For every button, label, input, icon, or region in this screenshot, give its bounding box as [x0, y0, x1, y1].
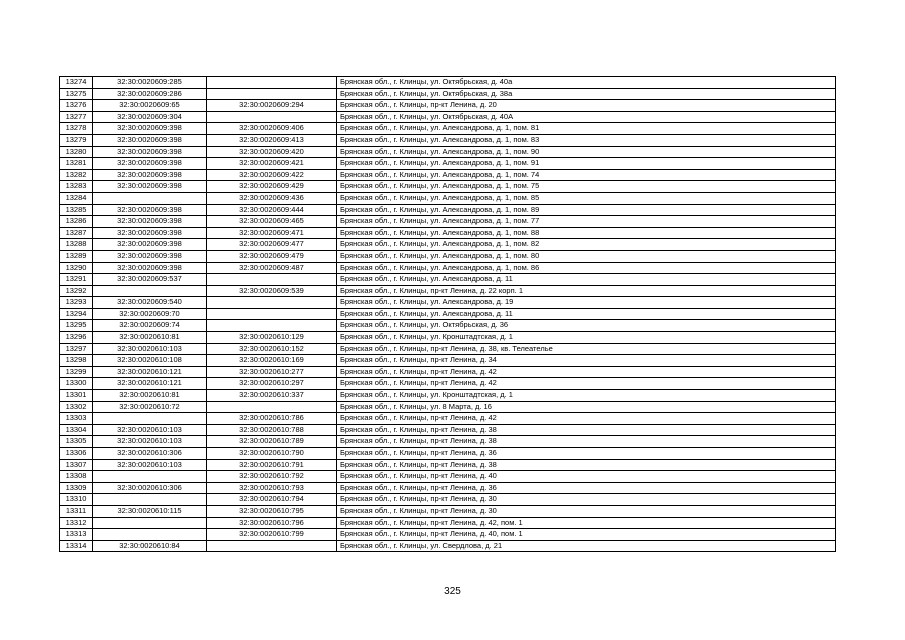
address-cell: Брянская обл., г. Клинцы, ул. Александрова, д. 1, пом. 88: [337, 227, 836, 239]
linked-cadastral-number-cell: 32:30:0020609:436: [207, 192, 337, 204]
linked-cadastral-number-cell: [207, 274, 337, 286]
table-row: [60, 459, 836, 471]
linked-cadastral-number-cell: [207, 88, 337, 100]
address-cell: Брянская обл., г. Клинцы, пр-кт Ленина, д. 40, пом. 1: [337, 529, 836, 541]
table-row: [60, 482, 836, 494]
cadastral-number-cell: 32:30:0020610:306: [93, 448, 207, 460]
table-row: [60, 169, 836, 181]
cadastral-number-cell: 32:30:0020609:286: [93, 88, 207, 100]
cadastral-number-cell: 32:30:0020609:398: [93, 181, 207, 193]
table-row: [60, 436, 836, 448]
table-row: [60, 401, 836, 413]
linked-cadastral-number-cell: 32:30:0020609:444: [207, 204, 337, 216]
row-number-cell: 13301: [60, 390, 93, 402]
linked-cadastral-number-cell: 32:30:0020609:465: [207, 216, 337, 228]
address-cell: Брянская обл., г. Клинцы, пр-кт Ленина, д. 38, кв. Телеателье: [337, 343, 836, 355]
linked-cadastral-number-cell: 32:30:0020610:790: [207, 448, 337, 460]
linked-cadastral-number-cell: 32:30:0020610:337: [207, 390, 337, 402]
table-row: [60, 111, 836, 123]
row-number-cell: 13288: [60, 239, 93, 251]
cadastral-number-cell: 32:30:0020610:72: [93, 401, 207, 413]
cadastral-number-cell: 32:30:0020610:103: [93, 436, 207, 448]
cadastral-number-cell: 32:30:0020609:398: [93, 262, 207, 274]
address-cell: Брянская обл., г. Клинцы, пр-кт Ленина, д. 38: [337, 459, 836, 471]
row-number-cell: 13285: [60, 204, 93, 216]
address-cell: Брянская обл., г. Клинцы, ул. Кронштадтская, д. 1: [337, 390, 836, 402]
row-number-cell: 13295: [60, 320, 93, 332]
linked-cadastral-number-cell: 32:30:0020610:793: [207, 482, 337, 494]
row-number-cell: 13293: [60, 297, 93, 309]
table-row: [60, 297, 836, 309]
address-cell: Брянская обл., г. Клинцы, ул. Октябрьская, д. 38а: [337, 88, 836, 100]
linked-cadastral-number-cell: 32:30:0020609:479: [207, 250, 337, 262]
address-cell: Брянская обл., г. Клинцы, ул. Октябрьская, д. 40а: [337, 77, 836, 89]
address-cell: Брянская обл., г. Клинцы, пр-кт Ленина, д. 42: [337, 413, 836, 425]
cadastral-number-cell: [93, 413, 207, 425]
linked-cadastral-number-cell: 32:30:0020610:791: [207, 459, 337, 471]
row-number-cell: 13277: [60, 111, 93, 123]
row-number-cell: 13290: [60, 262, 93, 274]
row-number-cell: 13297: [60, 343, 93, 355]
address-cell: Брянская обл., г. Клинцы, ул. Александрова, д. 1, пом. 80: [337, 250, 836, 262]
cadastral-number-cell: 32:30:0020610:103: [93, 459, 207, 471]
address-cell: Брянская обл., г. Клинцы, ул. Александрова, д. 1, пом. 86: [337, 262, 836, 274]
table-row: [60, 134, 836, 146]
table-row: [60, 505, 836, 517]
table-row: [60, 123, 836, 135]
cadastral-number-cell: 32:30:0020609:398: [93, 146, 207, 158]
row-number-cell: 13289: [60, 250, 93, 262]
linked-cadastral-number-cell: [207, 111, 337, 123]
cadastral-number-cell: 32:30:0020609:398: [93, 134, 207, 146]
table-row: [60, 181, 836, 193]
cadastral-number-cell: 32:30:0020609:537: [93, 274, 207, 286]
row-number-cell: 13287: [60, 227, 93, 239]
table-row: [60, 540, 836, 552]
linked-cadastral-number-cell: [207, 297, 337, 309]
cadastral-number-cell: [93, 529, 207, 541]
row-number-cell: 13274: [60, 77, 93, 89]
linked-cadastral-number-cell: 32:30:0020610:786: [207, 413, 337, 425]
registry-table-body: [60, 77, 836, 552]
table-row: [60, 320, 836, 332]
address-cell: Брянская обл., г. Клинцы, пр-кт Ленина, д. 38: [337, 436, 836, 448]
table-row: [60, 529, 836, 541]
row-number-cell: 13308: [60, 471, 93, 483]
table-row: [60, 471, 836, 483]
linked-cadastral-number-cell: 32:30:0020609:294: [207, 100, 337, 112]
row-number-cell: 13282: [60, 169, 93, 181]
registry-table: [59, 76, 836, 552]
cadastral-number-cell: 32:30:0020609:398: [93, 239, 207, 251]
linked-cadastral-number-cell: 32:30:0020609:477: [207, 239, 337, 251]
cadastral-number-cell: 32:30:0020609:398: [93, 123, 207, 135]
cadastral-number-cell: 32:30:0020610:103: [93, 343, 207, 355]
cadastral-number-cell: 32:30:0020609:65: [93, 100, 207, 112]
address-cell: Брянская обл., г. Клинцы, пр-кт Ленина, д. 22 корп. 1: [337, 285, 836, 297]
linked-cadastral-number-cell: 32:30:0020610:795: [207, 505, 337, 517]
row-number-cell: 13309: [60, 482, 93, 494]
row-number-cell: 13299: [60, 366, 93, 378]
table-row: [60, 250, 836, 262]
row-number-cell: 13286: [60, 216, 93, 228]
table-row: [60, 517, 836, 529]
address-cell: Брянская обл., г. Клинцы, ул. Александрова, д. 1, пом. 81: [337, 123, 836, 135]
table-row: [60, 158, 836, 170]
address-cell: Брянская обл., г. Клинцы, ул. Александрова, д. 1, пом. 89: [337, 204, 836, 216]
linked-cadastral-number-cell: 32:30:0020609:539: [207, 285, 337, 297]
address-cell: Брянская обл., г. Клинцы, ул. Александрова, д. 19: [337, 297, 836, 309]
row-number-cell: 13284: [60, 192, 93, 204]
address-cell: Брянская обл., г. Клинцы, ул. Александрова, д. 1, пом. 91: [337, 158, 836, 170]
address-cell: Брянская обл., г. Клинцы, пр-кт Ленина, д. 34: [337, 355, 836, 367]
table-row: [60, 366, 836, 378]
linked-cadastral-number-cell: [207, 77, 337, 89]
address-cell: Брянская обл., г. Клинцы, ул. Кронштадтская, д. 1: [337, 332, 836, 344]
linked-cadastral-number-cell: 32:30:0020609:413: [207, 134, 337, 146]
row-number-cell: 13305: [60, 436, 93, 448]
linked-cadastral-number-cell: 32:30:0020609:429: [207, 181, 337, 193]
cadastral-number-cell: 32:30:0020610:306: [93, 482, 207, 494]
row-number-cell: 13279: [60, 134, 93, 146]
linked-cadastral-number-cell: 32:30:0020610:297: [207, 378, 337, 390]
cadastral-number-cell: 32:30:0020609:540: [93, 297, 207, 309]
cadastral-number-cell: 32:30:0020609:398: [93, 250, 207, 262]
address-cell: Брянская обл., г. Клинцы, ул. Александрова, д. 1, пом. 85: [337, 192, 836, 204]
address-cell: Брянская обл., г. Клинцы, ул. 8 Марта, д. 16: [337, 401, 836, 413]
linked-cadastral-number-cell: 32:30:0020610:789: [207, 436, 337, 448]
cadastral-number-cell: [93, 517, 207, 529]
table-row: [60, 77, 836, 89]
linked-cadastral-number-cell: 32:30:0020609:471: [207, 227, 337, 239]
address-cell: Брянская обл., г. Клинцы, пр-кт Ленина, д. 20: [337, 100, 836, 112]
cadastral-number-cell: 32:30:0020609:74: [93, 320, 207, 332]
address-cell: Брянская обл., г. Клинцы, пр-кт Ленина, д. 38: [337, 424, 836, 436]
table-row: [60, 308, 836, 320]
row-number-cell: 13312: [60, 517, 93, 529]
linked-cadastral-number-cell: 32:30:0020609:406: [207, 123, 337, 135]
address-cell: Брянская обл., г. Клинцы, пр-кт Ленина, д. 30: [337, 494, 836, 506]
table-row: [60, 100, 836, 112]
cadastral-number-cell: 32:30:0020610:84: [93, 540, 207, 552]
row-number-cell: 13313: [60, 529, 93, 541]
table-row: [60, 285, 836, 297]
address-cell: Брянская обл., г. Клинцы, пр-кт Ленина, д. 42, пом. 1: [337, 517, 836, 529]
address-cell: Брянская обл., г. Клинцы, пр-кт Ленина, д. 42: [337, 366, 836, 378]
table-row: [60, 227, 836, 239]
cadastral-number-cell: 32:30:0020610:115: [93, 505, 207, 517]
cadastral-number-cell: 32:30:0020610:121: [93, 378, 207, 390]
row-number-cell: 13275: [60, 88, 93, 100]
row-number-cell: 13296: [60, 332, 93, 344]
cadastral-number-cell: [93, 494, 207, 506]
row-number-cell: 13304: [60, 424, 93, 436]
address-cell: Брянская обл., г. Клинцы, ул. Александрова, д. 1, пом. 83: [337, 134, 836, 146]
table-row: [60, 239, 836, 251]
table-row: [60, 424, 836, 436]
table-row: [60, 378, 836, 390]
linked-cadastral-number-cell: 32:30:0020610:152: [207, 343, 337, 355]
linked-cadastral-number-cell: [207, 401, 337, 413]
linked-cadastral-number-cell: 32:30:0020609:422: [207, 169, 337, 181]
address-cell: Брянская обл., г. Клинцы, ул. Александрова, д. 1, пом. 77: [337, 216, 836, 228]
address-cell: Брянская обл., г. Клинцы, ул. Александрова, д. 11: [337, 308, 836, 320]
address-cell: Брянская обл., г. Клинцы, ул. Александрова, д. 11: [337, 274, 836, 286]
row-number-cell: 13281: [60, 158, 93, 170]
cadastral-number-cell: [93, 192, 207, 204]
cadastral-number-cell: 32:30:0020610:108: [93, 355, 207, 367]
cadastral-number-cell: [93, 471, 207, 483]
cadastral-number-cell: 32:30:0020609:70: [93, 308, 207, 320]
address-cell: Брянская обл., г. Клинцы, ул. Александрова, д. 1, пом. 90: [337, 146, 836, 158]
table-row: [60, 343, 836, 355]
linked-cadastral-number-cell: 32:30:0020609:421: [207, 158, 337, 170]
cadastral-number-cell: 32:30:0020610:81: [93, 390, 207, 402]
table-row: [60, 274, 836, 286]
linked-cadastral-number-cell: 32:30:0020609:420: [207, 146, 337, 158]
address-cell: Брянская обл., г. Клинцы, ул. Александрова, д. 1, пом. 74: [337, 169, 836, 181]
row-number-cell: 13302: [60, 401, 93, 413]
row-number-cell: 13303: [60, 413, 93, 425]
table-row: [60, 448, 836, 460]
table-row: [60, 204, 836, 216]
cadastral-number-cell: 32:30:0020609:398: [93, 216, 207, 228]
row-number-cell: 13314: [60, 540, 93, 552]
table-row: [60, 146, 836, 158]
table-row: [60, 332, 836, 344]
address-cell: Брянская обл., г. Клинцы, ул. Свердлова, д. 21: [337, 540, 836, 552]
row-number-cell: 13310: [60, 494, 93, 506]
linked-cadastral-number-cell: 32:30:0020610:788: [207, 424, 337, 436]
row-number-cell: 13311: [60, 505, 93, 517]
linked-cadastral-number-cell: [207, 320, 337, 332]
row-number-cell: 13300: [60, 378, 93, 390]
address-cell: Брянская обл., г. Клинцы, пр-кт Ленина, д. 42: [337, 378, 836, 390]
row-number-cell: 13278: [60, 123, 93, 135]
table-row: [60, 390, 836, 402]
cadastral-number-cell: 32:30:0020610:103: [93, 424, 207, 436]
linked-cadastral-number-cell: 32:30:0020610:796: [207, 517, 337, 529]
address-cell: Брянская обл., г. Клинцы, пр-кт Ленина, д. 36: [337, 482, 836, 494]
cadastral-number-cell: 32:30:0020609:285: [93, 77, 207, 89]
cadastral-number-cell: 32:30:0020609:304: [93, 111, 207, 123]
address-cell: Брянская обл., г. Клинцы, ул. Октябрьская, д. 40А: [337, 111, 836, 123]
linked-cadastral-number-cell: 32:30:0020610:129: [207, 332, 337, 344]
row-number-cell: 13283: [60, 181, 93, 193]
cadastral-number-cell: 32:30:0020609:398: [93, 227, 207, 239]
linked-cadastral-number-cell: 32:30:0020610:792: [207, 471, 337, 483]
cadastral-number-cell: [93, 285, 207, 297]
linked-cadastral-number-cell: [207, 308, 337, 320]
table-row: [60, 413, 836, 425]
address-cell: Брянская обл., г. Клинцы, пр-кт Ленина, д. 30: [337, 505, 836, 517]
address-cell: Брянская обл., г. Клинцы, ул. Александрова, д. 1, пом. 82: [337, 239, 836, 251]
table-row: [60, 192, 836, 204]
address-cell: Брянская обл., г. Клинцы, ул. Октябрьская, д. 36: [337, 320, 836, 332]
page-number: 325: [444, 586, 461, 597]
cadastral-number-cell: 32:30:0020610:81: [93, 332, 207, 344]
cadastral-number-cell: 32:30:0020609:398: [93, 204, 207, 216]
table-row: [60, 494, 836, 506]
linked-cadastral-number-cell: [207, 540, 337, 552]
cadastral-number-cell: 32:30:0020610:121: [93, 366, 207, 378]
cadastral-number-cell: 32:30:0020609:398: [93, 158, 207, 170]
linked-cadastral-number-cell: 32:30:0020609:487: [207, 262, 337, 274]
table-row: [60, 88, 836, 100]
table-row: [60, 355, 836, 367]
table-row: [60, 216, 836, 228]
row-number-cell: 13298: [60, 355, 93, 367]
cadastral-number-cell: 32:30:0020609:398: [93, 169, 207, 181]
row-number-cell: 13276: [60, 100, 93, 112]
row-number-cell: 13306: [60, 448, 93, 460]
row-number-cell: 13291: [60, 274, 93, 286]
address-cell: Брянская обл., г. Клинцы, пр-кт Ленина, д. 36: [337, 448, 836, 460]
linked-cadastral-number-cell: 32:30:0020610:794: [207, 494, 337, 506]
linked-cadastral-number-cell: 32:30:0020610:277: [207, 366, 337, 378]
linked-cadastral-number-cell: 32:30:0020610:169: [207, 355, 337, 367]
row-number-cell: 13280: [60, 146, 93, 158]
table-row: [60, 262, 836, 274]
row-number-cell: 13294: [60, 308, 93, 320]
address-cell: Брянская обл., г. Клинцы, пр-кт Ленина, д. 40: [337, 471, 836, 483]
row-number-cell: 13292: [60, 285, 93, 297]
row-number-cell: 13307: [60, 459, 93, 471]
address-cell: Брянская обл., г. Клинцы, ул. Александрова, д. 1, пом. 75: [337, 181, 836, 193]
linked-cadastral-number-cell: 32:30:0020610:799: [207, 529, 337, 541]
